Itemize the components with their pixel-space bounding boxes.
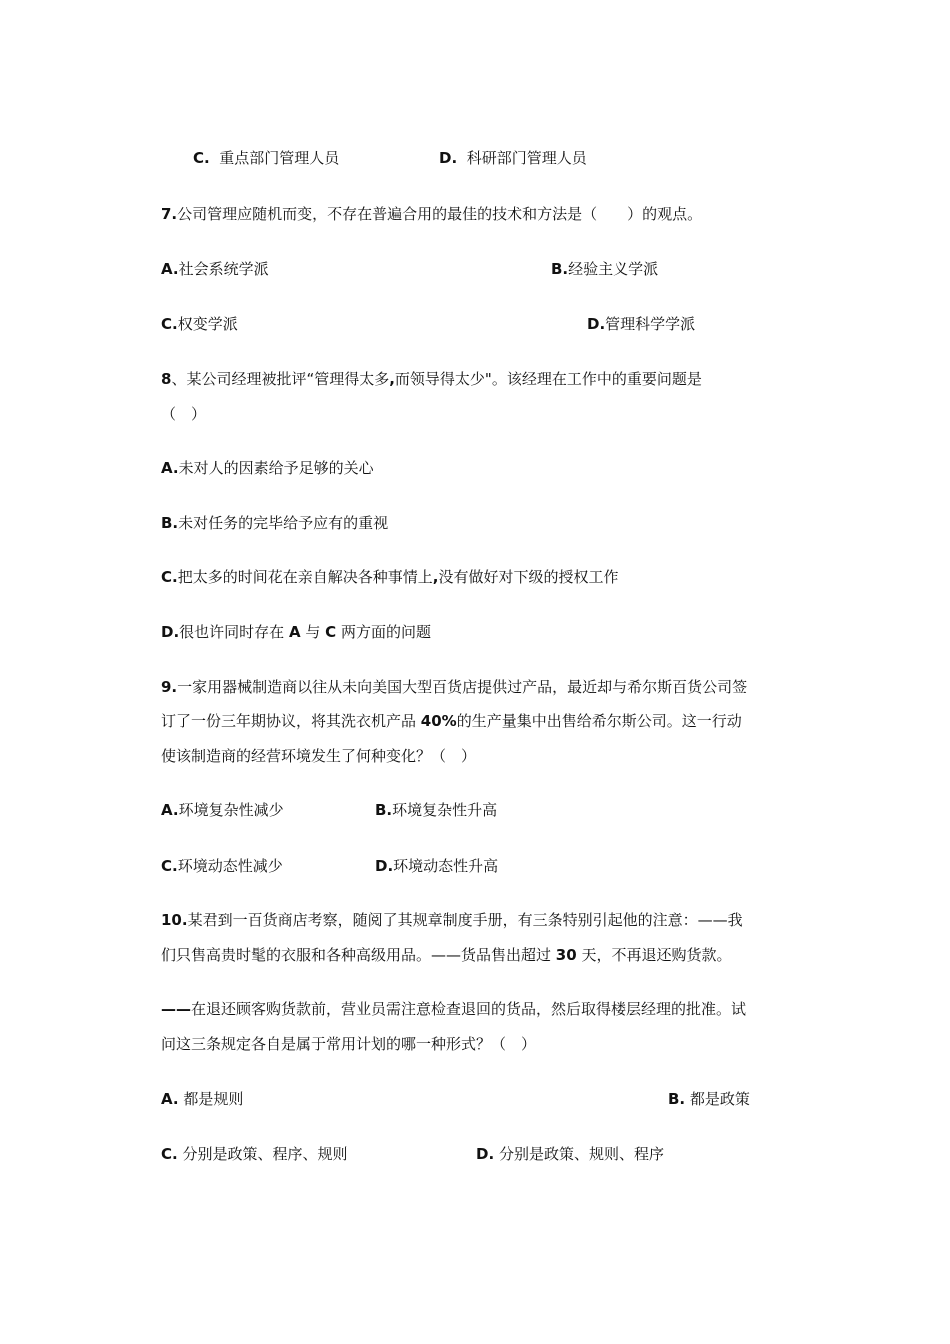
question-text: 们只售高贵时髦的衣服和各种高级用品。——货品售出超过	[161, 946, 552, 964]
q10-stem-line2	[161, 945, 731, 965]
comma: ,	[389, 370, 395, 388]
option-mark: A.	[161, 260, 179, 278]
q7-stem	[161, 204, 702, 224]
option-mark: D.	[375, 857, 394, 875]
option-mark: C.	[193, 149, 210, 167]
question-text-cont: 天，不再退还购货款。	[581, 946, 732, 964]
option-mark: D.	[587, 315, 606, 333]
option-mark: C.	[161, 568, 178, 586]
option-text-cont: 没有做好对下级的授权工作	[438, 568, 619, 586]
question-number: 10.	[161, 911, 188, 929]
q8-stem-line1	[161, 369, 702, 389]
question-text: 订了一份三年期协议，将其洗衣机产品	[161, 712, 417, 730]
q10-option-a	[161, 1089, 243, 1109]
option-text: 都是政策	[689, 1090, 750, 1108]
option-text: 重点部门管理人员	[219, 149, 340, 167]
option-text: 未对任务的完毕给予应有的重视	[178, 514, 389, 532]
option-text: 科研部门管理人员	[466, 149, 587, 167]
option-text: 环境复杂性减少	[178, 801, 284, 819]
q8-option-b	[161, 513, 388, 533]
percentage: 40%	[420, 712, 457, 730]
option-mark: B.	[668, 1090, 686, 1108]
question-number: 8	[161, 370, 172, 388]
option-text: 管理科学学派	[605, 315, 696, 333]
option-text: 分别是政策、规则、程序	[498, 1145, 664, 1163]
q10-option-b	[668, 1089, 750, 1109]
q8-option-a	[161, 458, 374, 478]
option-mark: D.	[476, 1145, 495, 1163]
option-text: 环境复杂性升高	[392, 801, 498, 819]
option-text-cont: 两方面的问题	[340, 623, 431, 641]
question-number: 7.	[161, 205, 178, 223]
and-text: 与	[305, 623, 321, 641]
q7-option-c	[161, 314, 238, 334]
question-text-cont: 的生产量集中出售给希尔斯公司。这一行动	[456, 712, 742, 730]
q7-option-d	[587, 314, 695, 334]
question-text: 公司管理应随机而变，不存在普遍合用的最佳的技术和方法是（ ）的观点。	[177, 205, 703, 223]
q7-option-a	[161, 259, 269, 279]
q8-option-c	[161, 567, 618, 587]
option-text: 很也许同时存在	[179, 623, 285, 641]
option-mark: A.	[161, 459, 179, 477]
option-text: 社会系统学派	[178, 260, 269, 278]
days-number: 30	[555, 946, 577, 964]
comma: ,	[432, 568, 439, 586]
q9-option-c	[161, 856, 283, 876]
option-mark: A.	[161, 801, 179, 819]
q7-option-b	[551, 259, 658, 279]
option-text: 环境动态性减少	[177, 857, 283, 875]
question-number: 9.	[161, 678, 178, 696]
option-mark: C.	[161, 1145, 178, 1163]
option-mark: C.	[161, 315, 178, 333]
q9-option-a	[161, 800, 284, 820]
option-text: 都是规则	[183, 1090, 244, 1108]
question-text: 、某公司经理被批评“管理得太多	[171, 370, 390, 388]
option-text: 未对人的因素给予足够的关心	[178, 459, 374, 477]
question-text: 在退还顾客购货款前，营业员需注意检查退回的货品，然后取得楼层经理的批准。试	[191, 1000, 747, 1018]
option-mark: B.	[551, 260, 569, 278]
q10-option-c	[161, 1144, 348, 1164]
q10-stem-line3	[161, 999, 746, 1019]
q10-stem-line4	[161, 1034, 536, 1054]
dash: ——	[161, 1000, 191, 1018]
q9-option-d	[375, 856, 498, 876]
q8-stem-line2	[161, 404, 206, 424]
question-text-cont: 而领导得太少"。该经理在工作中的重要问题是	[394, 370, 702, 388]
option-mark: A.	[161, 1090, 179, 1108]
q10-stem-line1	[161, 910, 743, 930]
question-text: 使该制造商的经营环境发生了何种变化？（ ）	[161, 747, 477, 765]
question-text: 某君到一百货商店考察，随阅了其规章制度手册，有三条特别引起他的注意：——我	[187, 911, 743, 929]
q10-option-d	[476, 1144, 664, 1164]
letter-a: A	[288, 623, 301, 641]
option-mark: B.	[375, 801, 393, 819]
question-text: 一家用器械制造商以往从未向美国大型百货店提供过产品，最近却与希尔斯百货公司签	[177, 678, 748, 696]
q8-option-d	[161, 622, 431, 642]
option-text: 把太多的时间花在亲自解决各种事情上	[177, 568, 433, 586]
option-mark: D.	[439, 149, 458, 167]
option-mark: D.	[161, 623, 180, 641]
q9-stem-line2	[161, 711, 742, 731]
option-text: 经验主义学派	[568, 260, 659, 278]
q9-option-b	[375, 800, 497, 820]
option-text: 分别是政策、程序、规则	[182, 1145, 348, 1163]
option-text: 权变学派	[177, 315, 238, 333]
q6-option-d	[439, 148, 587, 168]
option-mark: B.	[161, 514, 179, 532]
answer-blank: （ ）	[161, 405, 207, 423]
q9-stem-line3	[161, 746, 476, 766]
option-mark: C.	[161, 857, 178, 875]
q6-option-c	[193, 148, 339, 168]
option-text: 环境动态性升高	[393, 857, 499, 875]
question-text: 问这三条规定各自是属于常用计划的哪一种形式？（ ）	[161, 1035, 537, 1053]
letter-c: C	[325, 623, 337, 641]
q9-stem-line1	[161, 677, 747, 697]
